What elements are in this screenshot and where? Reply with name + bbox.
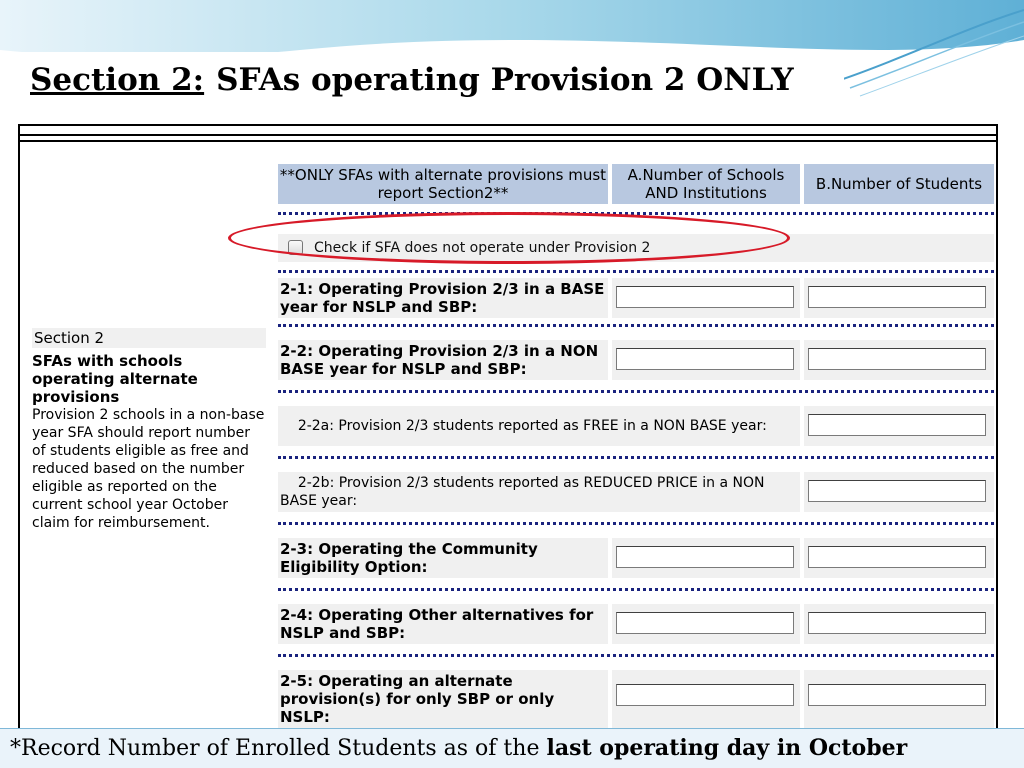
row-2-2b [278, 472, 994, 512]
dotted-divider [278, 270, 994, 273]
students-input-2-2a[interactable] [808, 414, 986, 436]
students-input-2-4[interactable] [808, 612, 986, 634]
row-label: 2-5: Operating an alternate provision(s) for only SBP or only NSLP: [278, 670, 608, 728]
dotted-divider [278, 522, 994, 525]
footnote-emphasis: last operating day in October [546, 735, 908, 761]
students-input-2-5[interactable] [808, 684, 986, 706]
row-2-4 [278, 604, 994, 644]
dotted-divider [278, 588, 994, 591]
schools-input-2-4[interactable] [616, 612, 794, 634]
dotted-divider [278, 390, 994, 393]
schools-input-2-3[interactable] [616, 546, 794, 568]
section-description: Provision 2 schools in a non-base year SFA should report number of students eligible as free and reduced based on the number eligible as reported on the current school year October claim for reimbursement. [32, 407, 265, 531]
row-2-1 [278, 278, 994, 318]
row-label: 2-1: Operating Provision 2/3 in a BASE year for NSLP and SBP: [278, 278, 608, 318]
section-label: Section 2 [32, 328, 266, 348]
dotted-divider [278, 654, 994, 657]
section-sidebar [32, 328, 266, 532]
schools-input-2-2[interactable] [616, 348, 794, 370]
row-label: 2-2: Operating Provision 2/3 in a NON BASE year for NSLP and SBP: [278, 340, 608, 380]
row-2-3 [278, 538, 994, 578]
schools-input-2-1[interactable] [616, 286, 794, 308]
slide-title-prefix: Section 2: [30, 62, 205, 98]
header-col-students: B.Number of Students [804, 164, 994, 204]
students-input-2-3[interactable] [808, 546, 986, 568]
header-col-provisions: **ONLY SFAs with alternate provisions must report Section2** [279, 166, 607, 202]
footnote [0, 728, 1024, 768]
dotted-divider [278, 456, 994, 459]
row-2-5 [278, 670, 994, 728]
highlight-ellipse [228, 212, 790, 264]
dotted-divider [278, 324, 994, 327]
students-input-2-1[interactable] [808, 286, 986, 308]
slide-title [18, 52, 844, 108]
footnote-text: *Record Number of Enrolled Students as of the [10, 736, 547, 761]
section-heading: SFAs with schools operating alternate provisions [32, 352, 198, 406]
row-2-2a [278, 406, 994, 446]
row-label: 2-4: Operating Other alternatives for NSLP and SBP: [278, 604, 608, 644]
students-input-2-2[interactable] [808, 348, 986, 370]
schools-input-2-5[interactable] [616, 684, 794, 706]
row-2-2 [278, 340, 994, 380]
row-label: 2-2b: Provision 2/3 students reported as REDUCED PRICE in a NON BASE year: [278, 472, 800, 512]
row-label: 2-2a: Provision 2/3 students reported as FREE in a NON BASE year: [278, 406, 800, 446]
header-col-schools: A.Number of Schools AND Institutions [612, 164, 800, 204]
students-input-2-2b[interactable] [808, 480, 986, 502]
no-provision-2-label: Check if SFA does not operate under Provision 2 [314, 240, 651, 256]
frame-divider [20, 134, 996, 136]
slide-title-text: SFAs operating Provision 2 ONLY [216, 62, 794, 98]
row-label: 2-3: Operating the Community Eligibility Option: [278, 538, 608, 578]
